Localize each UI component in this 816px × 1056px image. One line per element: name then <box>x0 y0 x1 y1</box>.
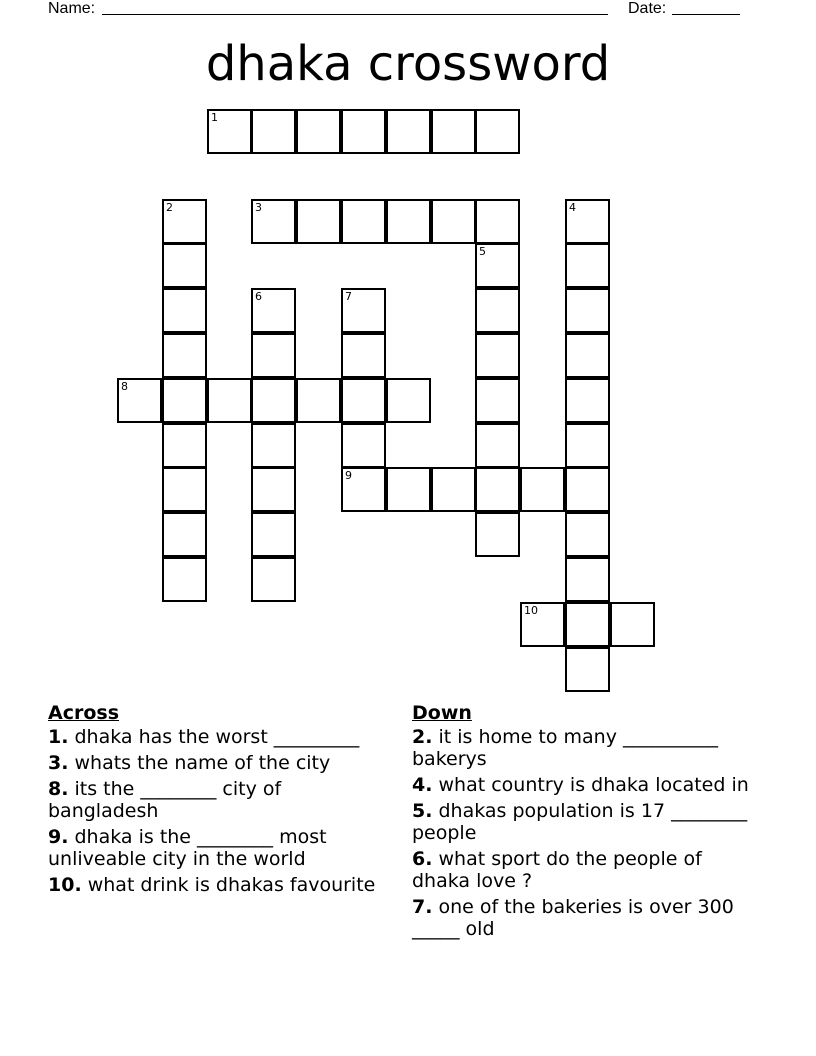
grid-cell[interactable] <box>251 288 296 333</box>
clue-across-8: 8. its the ________ city of bangladesh <box>48 778 282 822</box>
grid-cell[interactable] <box>162 199 207 244</box>
clue-down-4: 4. what country is dhaka located in <box>412 774 749 796</box>
clue-number: 3 <box>255 201 262 214</box>
grid-cell[interactable] <box>475 512 520 557</box>
grid-cell[interactable] <box>341 333 386 378</box>
grid-cell[interactable] <box>565 243 610 288</box>
clue-across-9: 9. dhaka is the ________ most unliveable city in the world <box>48 826 327 870</box>
clue-number: 7 <box>345 290 352 303</box>
grid-cell[interactable] <box>251 109 296 154</box>
grid-cell[interactable] <box>386 378 431 423</box>
grid-cell[interactable] <box>251 512 296 557</box>
across-heading: Across <box>48 702 120 724</box>
grid-cell[interactable] <box>475 423 520 468</box>
grid-cell[interactable] <box>386 199 431 244</box>
grid-cell[interactable] <box>475 467 520 512</box>
clue-down-7: 7. one of the bakeries is over 300 _____ old <box>412 896 734 940</box>
grid-cell[interactable] <box>251 467 296 512</box>
clue-number: 10 <box>524 604 538 617</box>
grid-cell[interactable] <box>520 467 565 512</box>
grid-cell[interactable] <box>251 333 296 378</box>
clue-number: 8 <box>121 380 128 393</box>
grid-cell[interactable] <box>565 647 610 692</box>
grid-cell[interactable] <box>431 109 476 154</box>
grid-cell[interactable] <box>520 602 565 647</box>
grid-cell[interactable] <box>296 109 341 154</box>
clue-across-1: 1. dhaka has the worst _________ <box>48 726 360 748</box>
clue-number: 6 <box>255 290 262 303</box>
grid-cell[interactable] <box>162 378 207 423</box>
grid-cell[interactable] <box>565 199 610 244</box>
name-label: Name: <box>48 0 96 17</box>
grid-cell[interactable] <box>475 378 520 423</box>
grid-cell[interactable] <box>251 199 296 244</box>
grid-cell[interactable] <box>475 288 520 333</box>
grid-cell[interactable] <box>162 333 207 378</box>
down-clues <box>412 702 752 944</box>
grid-cell[interactable] <box>341 423 386 468</box>
grid-cell[interactable] <box>207 378 252 423</box>
clue-number: 5 <box>479 245 486 258</box>
clue-across-10: 10. what drink is dhakas favourite <box>48 874 376 896</box>
grid-cell[interactable] <box>341 467 386 512</box>
grid-cell[interactable] <box>565 378 610 423</box>
grid-cell[interactable] <box>431 467 476 512</box>
grid-cell[interactable] <box>475 199 520 244</box>
clue-number: 1 <box>211 111 218 124</box>
grid-cell[interactable] <box>207 109 252 154</box>
grid-cell[interactable] <box>610 602 655 647</box>
grid-cell[interactable] <box>475 109 520 154</box>
grid-cell[interactable] <box>162 557 207 602</box>
date-label: Date: <box>628 0 667 17</box>
grid-cell[interactable] <box>565 557 610 602</box>
grid-cell[interactable] <box>341 199 386 244</box>
grid-cell[interactable] <box>565 512 610 557</box>
grid-cell[interactable] <box>162 288 207 333</box>
grid-cell[interactable] <box>341 288 386 333</box>
clue-number: 9 <box>345 469 352 482</box>
grid-cell[interactable] <box>251 423 296 468</box>
clue-across-3: 3. whats the name of the city <box>48 752 331 774</box>
page-title: dhaka crossword <box>205 36 611 92</box>
grid-cell[interactable] <box>475 243 520 288</box>
clue-down-6: 6. what sport do the people of dhaka love ? <box>412 848 702 892</box>
grid-cell[interactable] <box>565 423 610 468</box>
grid-cell[interactable] <box>251 378 296 423</box>
grid-cell[interactable] <box>386 467 431 512</box>
grid-cell[interactable] <box>117 378 162 423</box>
grid-cell[interactable] <box>162 243 207 288</box>
grid-cell[interactable] <box>162 467 207 512</box>
grid-cell[interactable] <box>296 199 341 244</box>
grid-cell[interactable] <box>341 378 386 423</box>
across-clues <box>48 702 388 900</box>
grid-cell[interactable] <box>475 333 520 378</box>
grid-cell[interactable] <box>565 333 610 378</box>
grid-cell[interactable] <box>565 602 610 647</box>
grid-cell[interactable] <box>162 423 207 468</box>
grid-cell[interactable] <box>296 378 341 423</box>
clue-down-5: 5. dhakas population is 17 ________ people <box>412 800 748 844</box>
clue-down-2: 2. it is home to many __________ bakerys <box>412 726 718 770</box>
grid-cell[interactable] <box>162 512 207 557</box>
grid-cell[interactable] <box>251 557 296 602</box>
grid-cell[interactable] <box>431 199 476 244</box>
grid-cell[interactable] <box>565 467 610 512</box>
clue-number: 2 <box>166 201 173 214</box>
grid-cell[interactable] <box>386 109 431 154</box>
grid-cell[interactable] <box>341 109 386 154</box>
clue-number: 4 <box>569 201 576 214</box>
down-heading: Down <box>412 702 472 724</box>
grid-cell[interactable] <box>565 288 610 333</box>
